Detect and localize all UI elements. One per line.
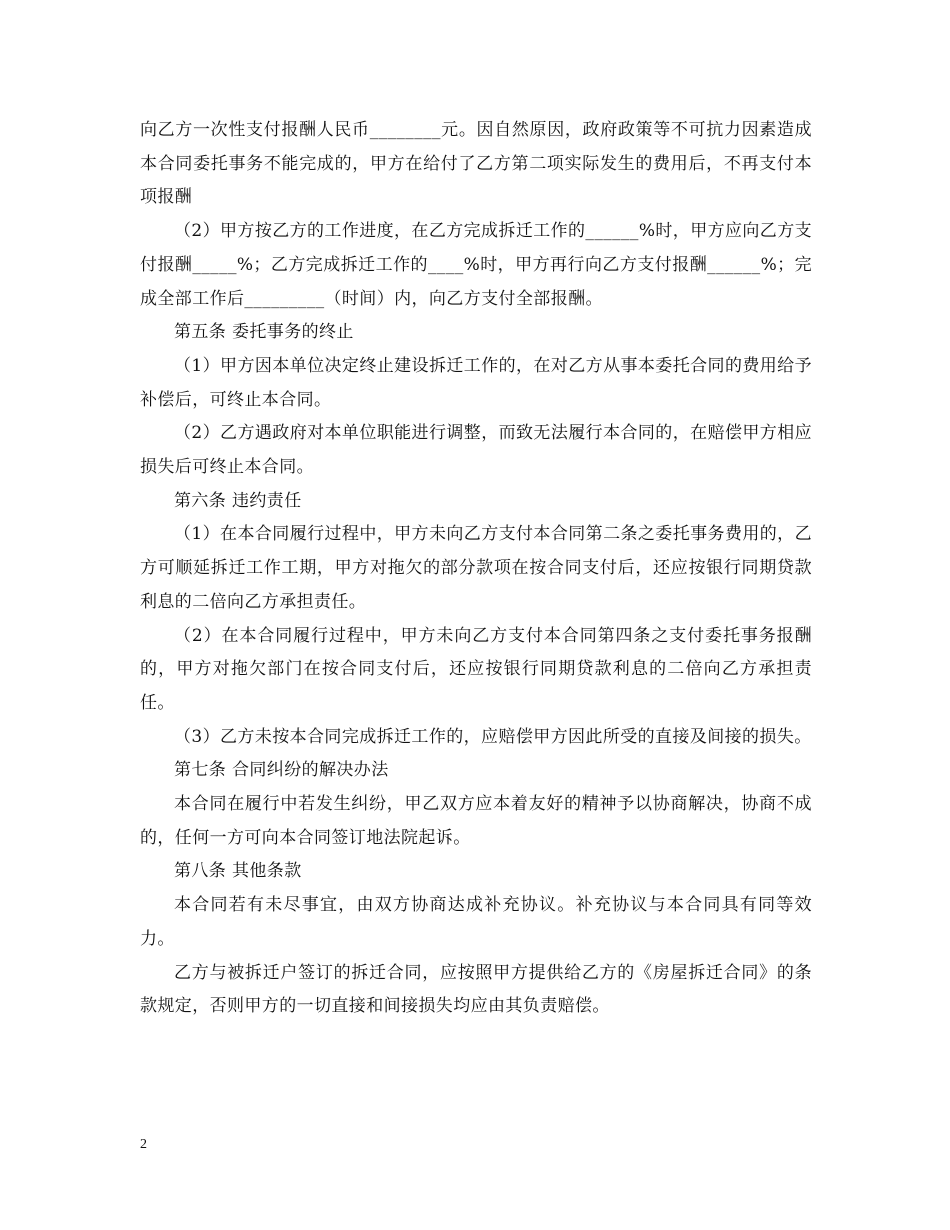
article-5-heading: 第五条 委托事务的终止 (174, 322, 354, 343)
article-8-body-1: 本合同若有未尽事宜，由双方协商达成补充协议。补充协议与本合同具有同等效力。 (140, 895, 812, 949)
article-5-clause-1: （1）甲方因本单位决定终止建设拆迁工作的，在对乙方从事本委托合同的费用给予补偿后，可终止本合同。 (140, 355, 812, 410)
article-6-clause-2: （2）在本合同履行过程中，甲方未向乙方支付本合同第四条之支付委托事务报酬的，甲方对拖欠部门在按合同支付后，还应按银行同期贷款利息的二倍向乙方承担责任。 (140, 625, 812, 713)
article-6-clause-1: （1）在本合同履行过程中，甲方未向乙方支付本合同第二条之委托事务费用的，乙方可顺延拆迁工作工期，甲方对拖欠的部分款项在按合同支付后，还应按银行同期贷款利息的二倍向乙方承担责任。 (140, 524, 812, 612)
article-6-clause-3: （3）乙方未按本合同完成拆迁工作的，应赔偿甲方因此所受的直接及间接的损失。 (174, 726, 812, 747)
article-8-body-2: 乙方与被拆迁户签订的拆迁合同，应按照甲方提供给乙方的《房屋拆迁合同》的条款规定，否则甲方的一切直接和间接损失均应由其负责赔偿。 (140, 962, 812, 1017)
article-7-body: 本合同在履行中若发生纠纷，甲乙双方应本着友好的精神予以协商解决，协商不成的，任何一方可向本合同签订地法院起诉。 (140, 794, 812, 848)
article-7-heading: 第七条 合同纠纷的解决办法 (174, 760, 389, 781)
paragraph-payment-continuation: 向乙方一次性支付报酬人民币________元。因自然原因，政府政策等不可抗力因素造成本合同委托事务不能完成的，甲方在给付了乙方第二项实际发生的费用后，不再支付本项报酬 (140, 120, 812, 208)
paragraph-payment-schedule: （2）甲方按乙方的工作进度，在乙方完成拆迁工作的______%时，甲方应向乙方支付报酬_____%；乙方完成拆迁工作的____%时，甲方再行向乙方支付报酬______%；完成全部工作后_________（时间）内，向乙方支付全部报酬。 (140, 221, 812, 309)
article-5-clause-2: （2）乙方遇政府对本单位职能进行调整，而致无法履行本合同的，在赔偿甲方相应损失后可终止本合同。 (140, 423, 812, 478)
article-6-heading: 第六条 违约责任 (174, 490, 302, 511)
article-8-heading: 第八条 其他条款 (174, 861, 302, 882)
document-body (140, 114, 812, 1024)
page-number: 2 (140, 1137, 147, 1152)
